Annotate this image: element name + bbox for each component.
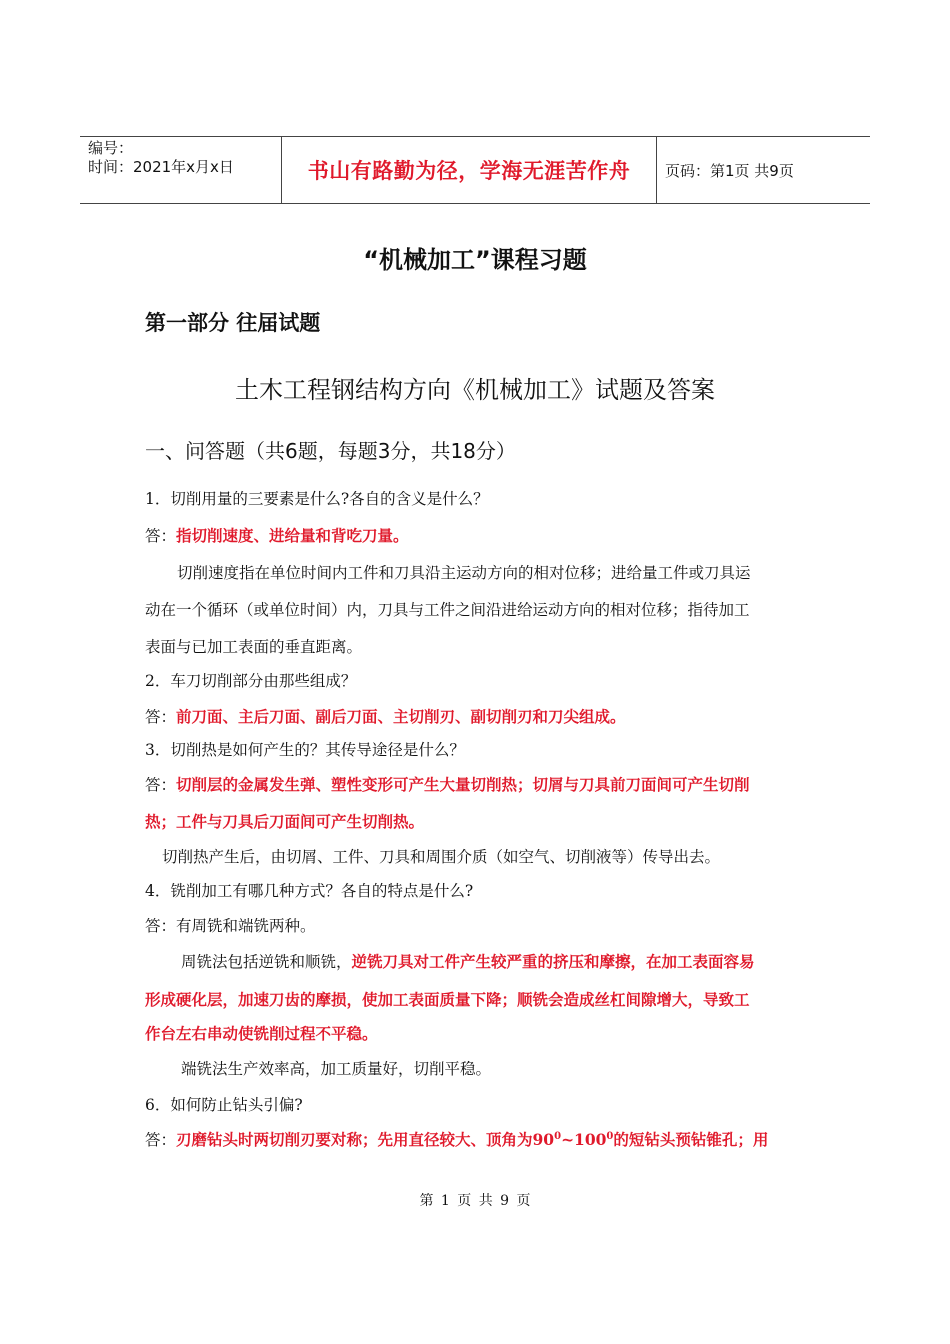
- paragraph-4-plain: 周铣法包括逆铣和顺铣，: [181, 953, 352, 971]
- answer-2-text: 前刀面、主后刀面、副后刀面、主切削刃、副切削刃和刀尖组成。: [176, 707, 626, 726]
- answer-6-text: [176, 1130, 768, 1149]
- answer-3-line-1: [145, 773, 750, 795]
- answer-4: 答：有周铣和端铣两种。: [145, 917, 316, 935]
- motto: 书山有路勤为径，学海无涯苦作舟: [307, 159, 631, 183]
- paragraph-4-line-1: [181, 950, 755, 972]
- answer-1: [145, 524, 409, 546]
- paragraph-3: 切削热产生后，由切屑、工件、刀具和周围介质（如空气、切削液等）传导出去。: [162, 848, 721, 866]
- answer-6-part1: 刃磨钻头时两切削刃要对称；先用直径较大、顶角为90: [176, 1130, 555, 1149]
- number-label: 编号：: [88, 139, 134, 157]
- header-meta-cell: [80, 137, 281, 203]
- page-info: 页码：第1页 共9页: [665, 161, 794, 180]
- question-2: 2．车刀切削部分由那些组成？: [145, 672, 357, 690]
- answer-6: [145, 1128, 768, 1150]
- paragraph-4b: 端铣法生产效率高，加工质量好，切削平稳。: [181, 1060, 492, 1078]
- question-1: 1．切削用量的三要素是什么?各自的含义是什么？: [145, 490, 489, 508]
- degree-sup-1: 0: [554, 1130, 562, 1142]
- answer-1-text: 指切削速度、进给量和背吃刀量。: [176, 526, 409, 545]
- paragraph-4-red-1: 逆铣刀具对工件产生较严重的挤压和摩擦，在加工表面容易: [351, 952, 755, 971]
- header-page-cell: [655, 137, 870, 203]
- answer-prefix: 答：: [145, 776, 177, 794]
- answer-prefix: 答：: [145, 1131, 177, 1149]
- question-3: 3．切削热是如何产生的？其传导途径是什么？: [145, 741, 465, 759]
- answer-3-text: 切削层的金属发生弹、塑性变形可产生大量切削热；切屑与刀具前刀面间可产生切削: [176, 775, 750, 794]
- paragraph-1-line-1: 切削速度指在单位时间内工件和刀具沿主运动方向的相对位移；进给量工件或刀具运: [177, 564, 751, 582]
- exam-title: 土木工程钢结构方向《机械加工》试题及答案: [235, 376, 715, 404]
- question-4: 4．铣削加工有哪几种方式？各自的特点是什么?: [145, 882, 474, 900]
- part-title: 第一部分 往届试题: [145, 311, 321, 335]
- section-title: 一、问答题（共6题，每题3分，共18分）: [145, 439, 516, 463]
- paragraph-1-line-2: 动在一个循环（或单位时间）内，刀具与工件之间沿进给运动方向的相对位移；指待加工: [145, 601, 750, 619]
- page-header-table: [80, 136, 870, 204]
- degree-sup-2: 0: [606, 1130, 614, 1142]
- answer-6-mid: ~100: [561, 1130, 607, 1149]
- page-footer: 第 1 页 共 9 页: [419, 1193, 531, 1209]
- answer-3-line-2: 热；工件与刀具后刀面间可产生切削热。: [145, 812, 425, 831]
- question-6: 6．如何防止钻头引偏?: [145, 1096, 303, 1114]
- time-label: 时间：2021年x月x日: [88, 158, 234, 176]
- paragraph-4-line-2: 形成硬化层，加速刀齿的摩损，使加工表面质量下降；顺铣会造成丝杠间隙增大，导致工: [145, 990, 750, 1009]
- answer-prefix: 答：: [145, 527, 177, 545]
- header-motto-cell: [281, 137, 657, 203]
- page-title: “机械加工”课程习题: [363, 246, 587, 274]
- paragraph-1-line-3: 表面与已加工表面的垂直距离。: [145, 638, 363, 656]
- paragraph-4-line-3: 作台左右串动使铣削过程不平稳。: [145, 1024, 378, 1043]
- answer-6-part2: 的短钻头预钻锥孔；用: [613, 1130, 769, 1149]
- answer-prefix: 答：: [145, 708, 177, 726]
- answer-2: [145, 705, 626, 727]
